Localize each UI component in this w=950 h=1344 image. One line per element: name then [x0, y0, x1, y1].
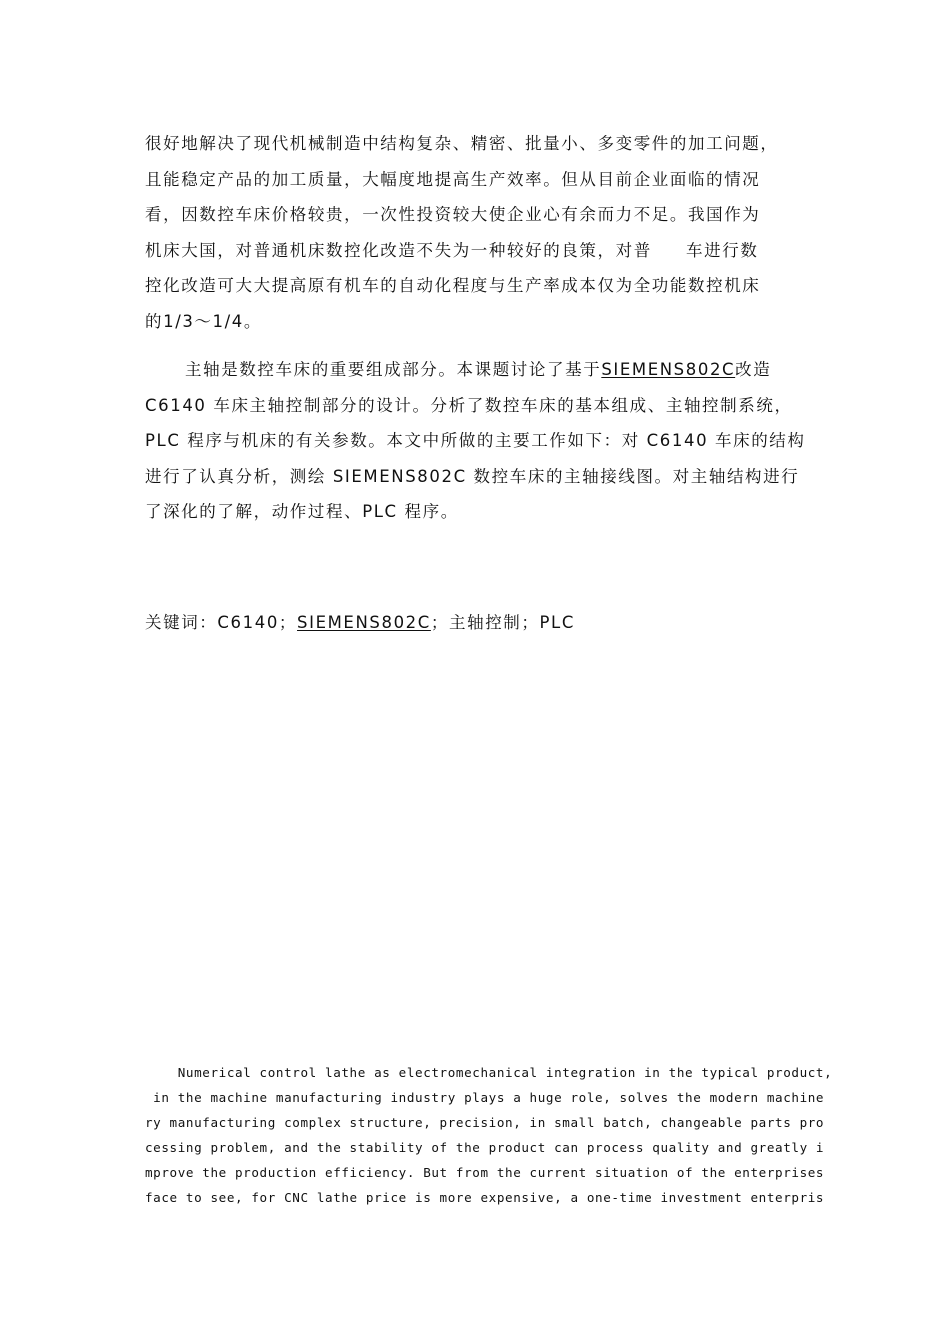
text-line: in the machine manufacturing industry plays a huge role, solves the modern machine — [145, 1090, 825, 1105]
text-line: C6140 车床主轴控制部分的设计。分析了数控车床的基本组成、主轴控制系统， — [145, 395, 793, 415]
keywords-label: 关键词： — [145, 613, 218, 632]
english-abstract-paragraph — [145, 1060, 833, 1210]
keywords-line — [145, 605, 810, 641]
text-line: 控化改造可大大提高原有机车的自动化程度与生产率成本仅为全功能数控机床 — [145, 276, 761, 295]
text-line: 且能稳定产品的加工质量，大幅度地提高生产效率。但从目前企业面临的情况 — [145, 169, 761, 189]
text-segment: 改造 — [735, 360, 772, 379]
keyword-underlined: SIEMENS802C — [297, 613, 431, 632]
text-line: face to see, for CNC lathe price is more expensive, a one-time investment enterpris — [145, 1190, 825, 1205]
text-line: 很好地解决了现代机械制造中结构复杂、精密、批量小、多变零件的加工问题， — [145, 134, 779, 153]
text-line — [145, 352, 810, 388]
keyword: ；主轴控制；PLC — [430, 613, 575, 632]
text-segment: 主轴是数控车床的重要组成部分。本课题讨论了基于 — [185, 360, 602, 379]
chinese-abstract-paragraph-1 — [145, 126, 810, 339]
text-line: PLC 程序与机床的有关参数。本文中所做的主要工作如下：对 C6140 车床的结构 — [145, 431, 806, 450]
text-line: 了深化的了解，动作过程、PLC 程序。 — [145, 502, 459, 521]
text-line: 进行了认真分析，测绘 SIEMENS802C 数控车床的主轴接线图。对主轴结构进行 — [145, 466, 800, 486]
text-line: ry manufacturing complex structure, precision, in small batch, changeable parts pro — [145, 1115, 825, 1130]
text-line — [145, 605, 810, 641]
text-line: 机床大国，对普通机床数控化改造不失为一种较好的良策，对普 车进行数 — [145, 240, 759, 260]
siemens-term-underlined: SIEMENS802C — [601, 360, 736, 379]
text-line: 看，因数控车床价格较贵，一次性投资较大使企业心有余而力不足。我国作为 — [145, 205, 761, 224]
text-line: cessing problem, and the stability of the product can process quality and greatly i — [145, 1140, 825, 1155]
text-line: mprove the production efficiency. But from the current situation of the enterprises — [145, 1165, 825, 1180]
chinese-abstract-paragraph-2 — [145, 352, 810, 530]
text-line: 的1/3～1/4。 — [145, 311, 263, 331]
text-line: Numerical control lathe as electromechanical integration in the typical product, — [145, 1065, 833, 1080]
keyword: C6140； — [217, 613, 298, 632]
